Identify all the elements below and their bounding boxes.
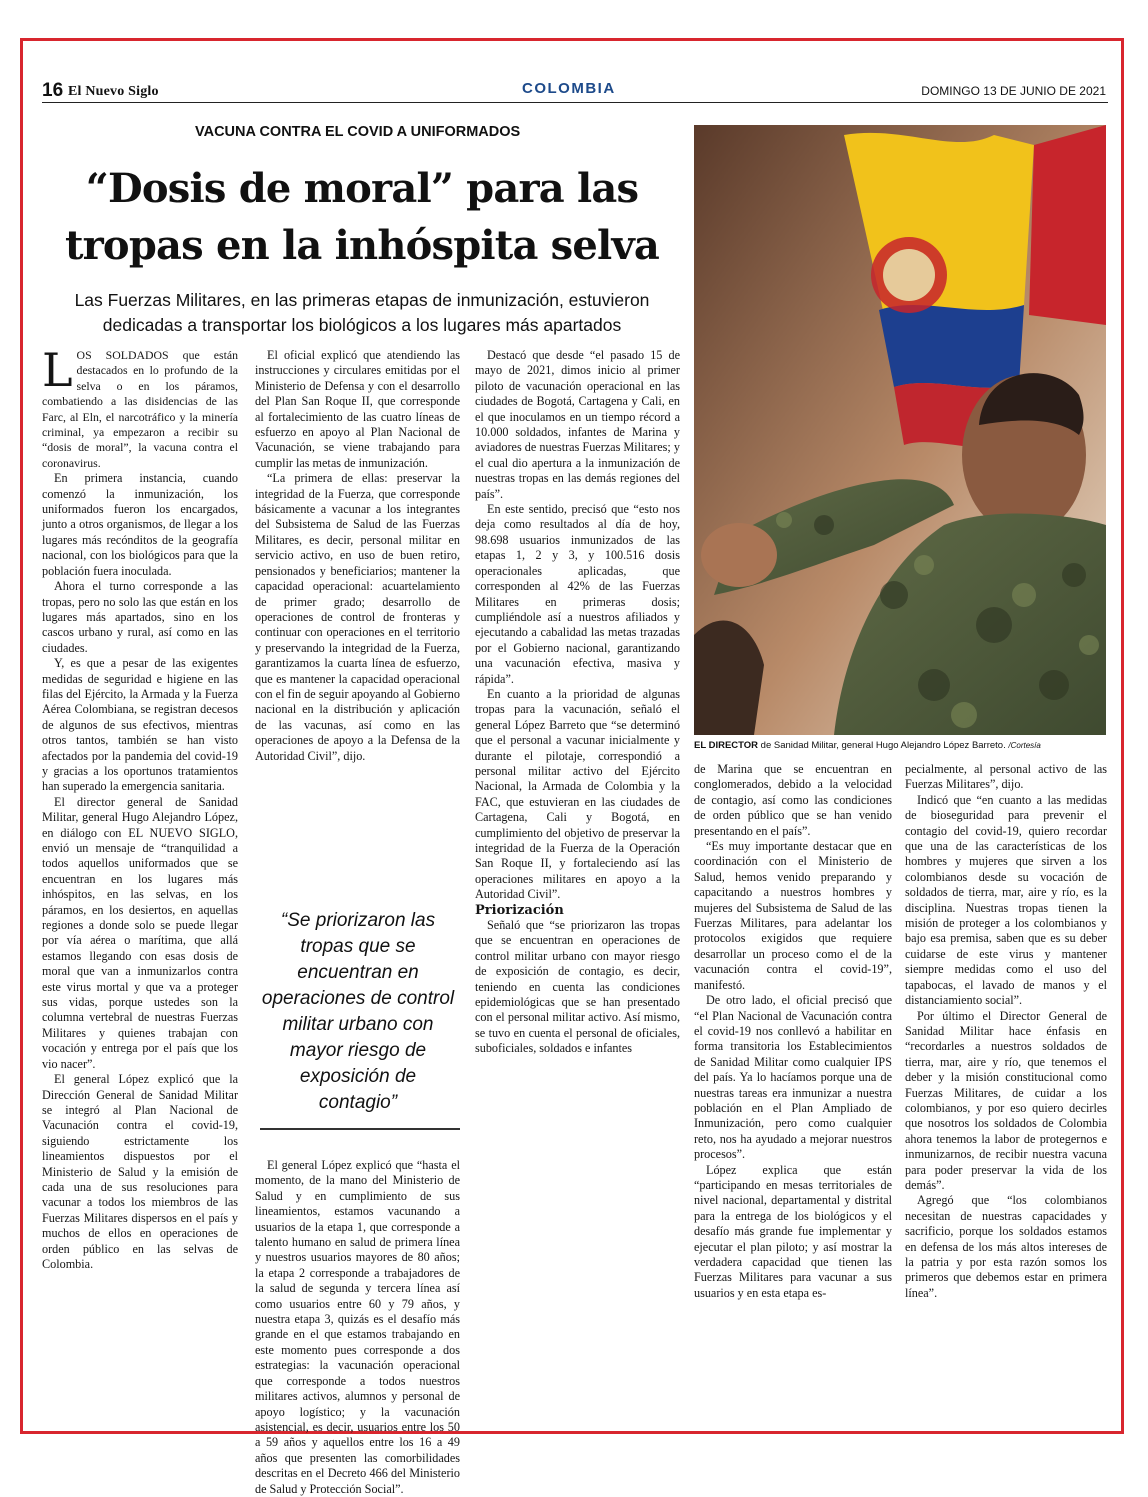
paragraph: Y, es que a pesar de las exigentes medidas de seguridad e higiene en las filas del Ejército, la Armada y la Fuerza Aérea Colombiana, se registran decesos de algunos de sus efectivos, mientras otros tantos, también se han visto afectados por la pandemia del covid-19 y gracias a los oportunos tratamientos han superado la emergencia sanitaria.	[42, 656, 238, 794]
caption-text: de Sanidad Militar, general Hugo Alejandro López Barreto.	[758, 740, 1009, 751]
paragraph: El general López explicó que “hasta el momento, de la mano del Ministerio de Salud y en cumplimiento de sus lineamientos, estamos vacunando a usuarios de la etapa 1, que corresponde a talento humano en salud de primera línea y nuestros usuarios mayores de 80 años; la etapa 2 corresponde a trabajadores de la salud de segunda y tercera línea así como usuarios entre 60 y 79 años, y nuestra etapa 3, quizás es el desafío más grande en el que estamos trabajando en este momento pues corresponde a dos estrategias: la vacunación operacional que corresponde a todos nuestros militares activos, alumnos y personal de apoyo logístico; y la vacunación asistencial, es decir, usuarios entre los 50 a 59 años y aquellos entre los 16 a 49 años que presenten las comorbilidades descritas en el Decreto 466 del Ministerio de Salud y Protección Social”.	[255, 1158, 460, 1496]
paragraph: El director general de Sanidad Militar, general Hugo Alejandro López, en diálogo con EL NUEVO SIGLO, envió un mensaje de “tranquilidad a todos aquellos uniformados que se encuentran en los lugares más inhóspitos, en las selvas, en los páramos, en los desiertos, en aquellas regiones a donde solo se puede llegar por vía aérea o marítima, que allá estamos llegando con esas dosis de moral que van a inmunizarlos contra este virus mortal y que va a proteger sus vidas, porque ustedes son la columna vertebral de nuestras Fuerzas Militares y quienes trabajan con vocación y entrega por el país que los vio nacer”.	[42, 794, 238, 1071]
general-portrait-image	[694, 125, 1106, 735]
caption-label: EL DIRECTOR	[694, 740, 759, 751]
article-column-1	[42, 343, 238, 1272]
paragraph: En este sentido, precisó que “esto nos deja como resultados al día de hoy, 98.698 usuarios inmunizados de las etapas 1, 2 y 3, y 100.516 dosis operacionales aplicadas, que corresponden al 42% de las Fuerzas Militares en primeras dosis; cumpliéndole así a nuestros afiliados y ejecutando a cabalidad las metas trazadas por el Gobierno nacional, garantizando una vacunación efectiva, masiva y rápida”.	[475, 502, 680, 686]
paragraph: “La primera de ellas: preservar la integridad de la Fuerza, que corresponde básicamente a vacunar a los integrantes del Subsistema de Salud de las Fuerzas Militares, es decir, personal militar en servicio activo, en uso de buen retiro, pensionados y beneficiarios; mantener la capacidad operacional: acuartelamiento de primer grado; desarrollo de operaciones de control de fronteras y continuar con operaciones en el territorio y preservando la integridad de la Fuerza, garantizamos la cuarta línea de esfuerzo, que es mantener la capacidad operacional con el fin de seguir apoyando al Gobierno nacional en la distribución y aplicación de las vacunas, así como en las operaciones de apoyo a la Defensa de la Autoridad Civil”, dijo.	[255, 471, 460, 763]
article-kicker: VACUNA CONTRA EL COVID A UNIFORMADOS	[195, 124, 521, 140]
paragraph: Por último el Director General de Sanidad Militar hace énfasis en “recordarles a nuestros soldados de tierra, mar, aire y río, que tenemos el deber y la misión constitucional como Fuerzas Militares, de cuidar a los colombianos, y por eso quiero decirles que nosotros los soldados de Colombia ahora tenemos la labor de protegernos e inmunizarnos, de recibir nuestra vacuna para poder preservar la vida de los demás”.	[905, 1008, 1107, 1192]
drop-cap: L	[42, 343, 73, 397]
paragraph: de Marina que se encuentran en conglomerados, debido a la velocidad de contagio, así como las condiciones de orden público que se han venido presentando en el país”.	[694, 762, 892, 838]
article-column-3	[475, 348, 680, 1057]
paragraph: Ahora el turno corresponde a las tropas, pero no solo las que están en los lugares más apartados, sino en los cascos urbano y rural, así como en las ciudades.	[42, 579, 238, 655]
article-headline: “Dosis de moral” para las tropas en la inhóspita selva	[64, 165, 660, 269]
paragraph: “Es muy importante destacar que en coordinación con el Ministerio de Salud, hemos venido preparando y capacitando a nuestros hombres y mujeres del Subsistema de Salud de las Fuerzas Militares, para adelantar los protocolos exigidos que requiere desarrollar un proceso como el de la vacunación contra el covid-19”, manifestó.	[694, 839, 892, 992]
paragraph: Indicó que “en cuanto a las medidas de bioseguridad para prevenir el contagio del covid-19, quiero recordar que una de las características de los hombres y mujeres que sirven a los colombianos desde su vocación de soldados de tierra, mar, aire y río, es la disciplina. Nuestras tropas tienen la misión de proteger a los colombianos y bajo esa premisa, saben que es su deber cuidarse de este virus y mantener siempre medidas como el uso del tapabocas, el lavado de manos y el distanciamiento social”.	[905, 792, 1107, 1008]
page-number: 16	[42, 80, 64, 101]
paragraph: Destacó que desde “el pasado 15 de mayo de 2021, dimos inicio al primer piloto de vacunación operacional en las ciudades de Bogotá, Cartagena y Cali, en el que inoculamos en un tiempo récord a 10.000 soldados, infantes de Marina y aviadores de nuestras Fuerzas Militares; y el cual dio apertura a la inmunización de nuestras tropas en las demás regiones del país”.	[475, 348, 680, 501]
paragraph: pecialmente, al personal activo de las Fuerzas Militares”, dijo.	[905, 762, 1107, 792]
section-name: COLOMBIA	[522, 80, 616, 97]
subheading: Priorización	[475, 902, 564, 918]
article-column-5	[905, 762, 1107, 1301]
paragraph: En primera instancia, cuando comenzó la inmunización, los uniformados fueron los encargados, junto a otros organismos, de llegar a los lugares más recónditos de la geografía nacional, con los biológicos para que la población fuera inoculada.	[42, 471, 238, 578]
article-column-2-continued	[255, 1158, 460, 1497]
newspaper-name: El Nuevo Siglo	[68, 84, 159, 99]
paragraph: El general López explicó que la Dirección General de Sanidad Militar se integró al Plan Nacional de Vacunación contra el covid-19, siguiendo estrictamente los lineamientos dispuestos por el Ministerio de Salud y la emisión de cada una de sus resoluciones para vacunar a todos los miembros de las Fuerzas Militares dispersos en el país y muchos de ellos en operaciones de orden público en las selvas de Colombia.	[42, 1072, 238, 1271]
photo-caption	[694, 740, 1114, 751]
header-rule	[42, 102, 1108, 103]
article-deck: Las Fuerzas Militares, en las primeras etapas de inmunización, estuvieron dedicadas a transportar los biológicos a los lugares más apartados	[74, 290, 650, 335]
paragraph: López explica que están “participando en mesas territoriales de nivel nacional, departamental y distrital para la entrega de los biológicos y el desafío más grande fue implementar y ejecutar el plan piloto; y así mostrar la verdadera capacidad que tienen las Fuerzas Militares para vacunar a sus usuarios y en esta etapa es-	[694, 1162, 892, 1300]
article-column-2	[255, 348, 460, 764]
lead-paragraph	[42, 343, 238, 471]
paragraph: Agregó que “los colombianos necesitan de nuestras capacidades y sacrificio, porque los soldados estamos en defensa de los más altos intereses de la patria y por esta razón somos los primeros que debemos estar en primera línea”.	[905, 1193, 1107, 1300]
article-column-4	[694, 762, 892, 1301]
pull-quote-rule	[260, 1128, 460, 1130]
article-photo	[694, 125, 1106, 735]
paragraph: Señaló que “se priorizaron las tropas que se encuentran en operaciones de control militar urbano con mayor riesgo de exposición de contagio, es decir, teniendo en cuenta las condiciones epidemiológicas que se han presentado con el personal militar activo. Así mismo, se tuvo en cuenta el personal de oficiales, suboficiales, soldados e infantes	[475, 918, 680, 1056]
issue-date: DOMINGO 13 DE JUNIO DE 2021	[921, 84, 1106, 98]
caption-credit: /Cortesía	[1008, 741, 1041, 750]
paragraph: De otro lado, el oficial precisó que “el Plan Nacional de Vacunación contra el covid-19 nos conllevó a habilitar en forma transitoria los Establecimientos de Sanidad Militar como cualquier IPS del país. Ya lo hacíamos porque una de nuestras tareas era inmunizar a nuestra población en el Plan Ampliado de Inmunización, pero como cualquier reto, nos ha ayudado a mejorar nuestros procesos”.	[694, 993, 892, 1162]
paragraph: En cuanto a la prioridad de algunas tropas para la vacunación, señaló el general López Barreto que “se determinó que el personal a vacunar inicialmente y durante el pilotaje, correspondió a personal militar activo del Ejército Nacional, la Armada de Colombia y la FAC, que estuvieran en las ciudades de Cartagena, Cali y Bogotá, en cumplimiento del objetivo de preservar la integridad de la Fuerza de la Operación San Roque II, y fortaleciendo así las operaciones militares en apoyo a la Autoridad Civil”.	[475, 686, 680, 902]
pull-quote: “Se priorizaron las tropas que se encuentran en operaciones de control militar urbano con mayor riesgo de exposición de contagio”	[261, 910, 455, 1113]
paragraph: El oficial explicó que atendiendo las instrucciones y circulares emitidas por el Ministerio de Defensa y con el desarrollo del Plan San Roque II, que corresponde al fortalecimiento de las cuatro líneas de esfuerzo en apoyo al Plan Nacional de Vacunación, se viene trabajando para cumplir las metas de inmunización.	[255, 348, 460, 470]
lead-text: OS SOLDADOS que están destacados en lo profundo de la selva o en los páramos, combatiendo a las disidencias de las Farc, al Eln, el narcotráfico y la minería criminal, ya empezaron a recibir su “dosis de moral”, la vacuna contra el coronavirus.	[42, 348, 238, 470]
